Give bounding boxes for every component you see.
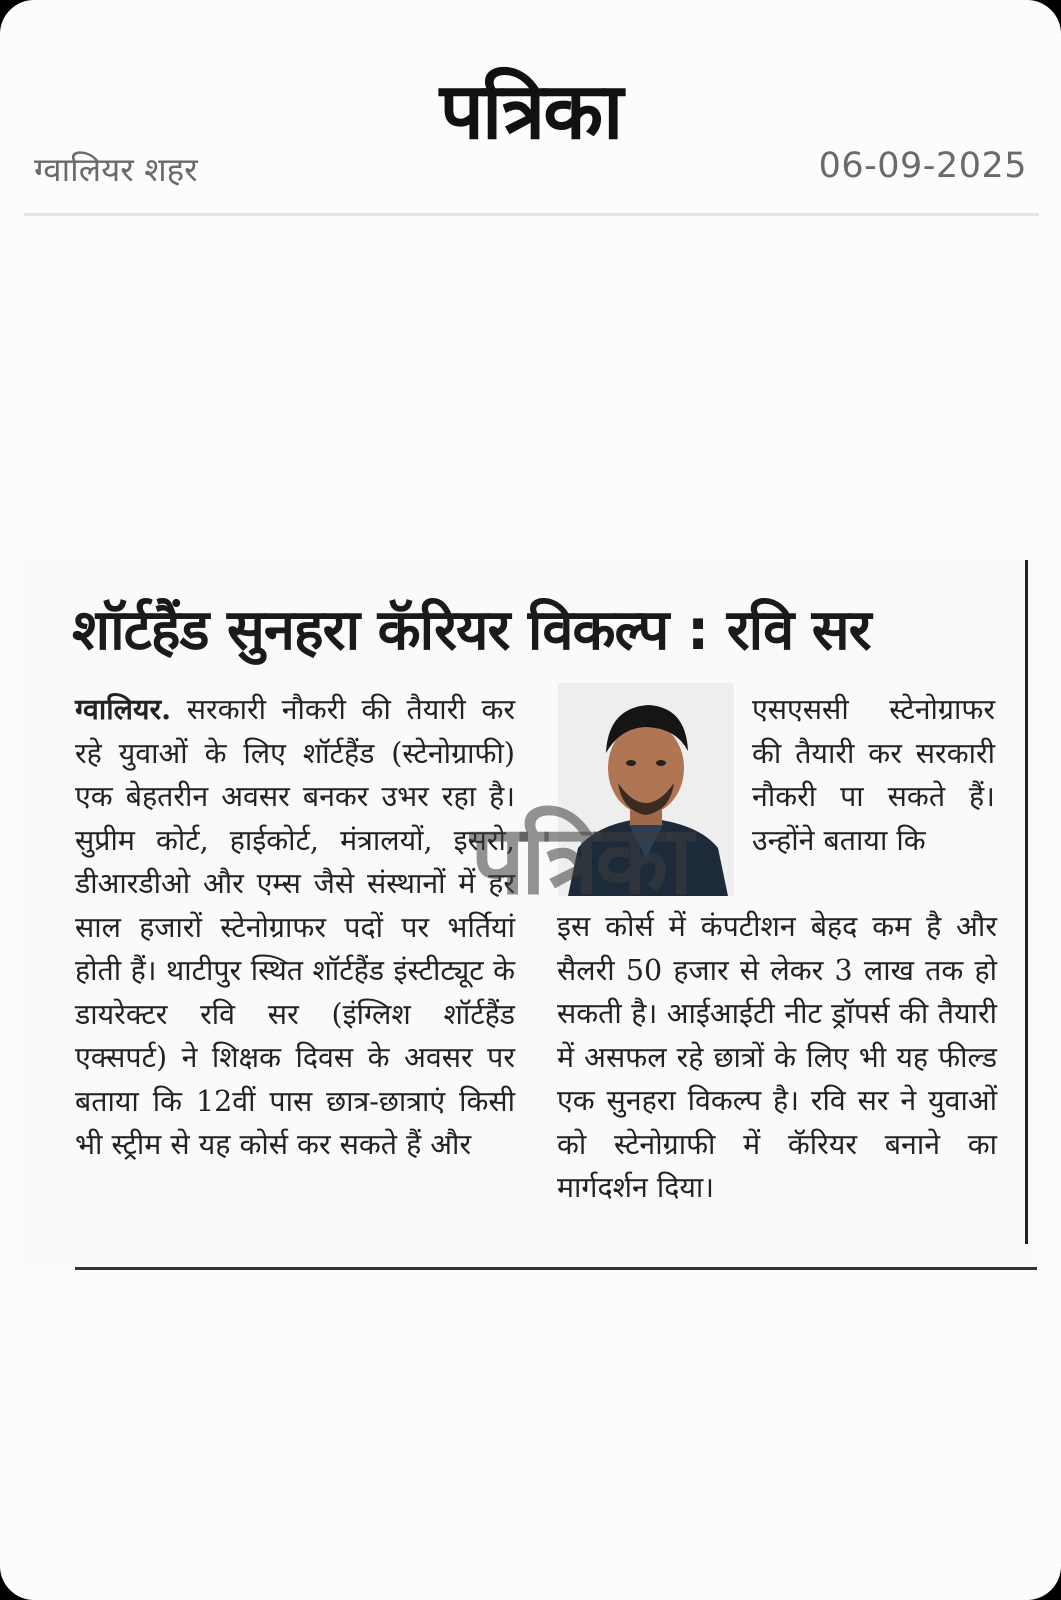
- article-right-column-bottom: इस कोर्स में कंपटीशन बेहद कम है और सैलरी 50 हजार से लेकर 3 लाख तक हो सकती है। आईआईटी नीट ड्रॉपर्स की तैयारी में असफल रहे छात्रों के लिए भी यह फील्ड एक सुनहरा विकल्प है। रवि सर ने युवाओं को स्टेनोग्राफी में कॅरियर बनाने का मार्गदर्शन दिया।: [557, 910, 997, 1204]
- clipping-bottom-border: [75, 1267, 1037, 1270]
- clipping-right-border: [1025, 560, 1028, 1244]
- person-photo-icon: [558, 683, 734, 896]
- article-dateline: ग्वालियर.: [75, 692, 172, 726]
- article-headline: शॉर्टहैंड सुनहरा कॅरियर विकल्प : रवि सर: [72, 598, 871, 663]
- article-right-column-top: एसएससी स्टेनोग्राफर की तैयारी कर सरकारी नौकरी पा सकते हैं। उन्होंने बताया कि: [752, 693, 995, 857]
- article-left-column: [75, 688, 515, 1167]
- article-left-text: सरकारी नौकरी की तैयारी कर रहे युवाओं के लिए शॉर्टहैंड (स्टेनोग्राफी) एक बेहतरीन अवसर बनकर उभर रहा है। सुप्रीम कोर्ट, हाईकोर्ट, मंत्रालयों, इसरो, डीआरडीओ और एम्स जैसे संस्थानों में हर साल हजारों स्टेनोग्राफर पदों पर भर्तियां होती हैं। थाटीपुर स्थित शॉर्टहैंड इंस्टीट्यूट के डायरेक्टर रवि सर (इंग्लिश शॉर्टहैंड एक्सपर्ट) ने शिक्षक दिवस के अवसर पर बताया कि 12वीं पास छात्र-छात्राएं किसी भी स्ट्रीम से यह कोर्स कर सकते हैं और: [75, 693, 515, 1161]
- header-divider: [24, 213, 1039, 216]
- newspaper-masthead: पत्रिका: [439, 66, 622, 157]
- edition-date: 06-09-2025: [818, 146, 1027, 186]
- edition-label: ग्वालियर शहर: [34, 150, 198, 189]
- author-photo: [558, 683, 734, 896]
- patrika-watermark: पत्रिका: [470, 804, 690, 916]
